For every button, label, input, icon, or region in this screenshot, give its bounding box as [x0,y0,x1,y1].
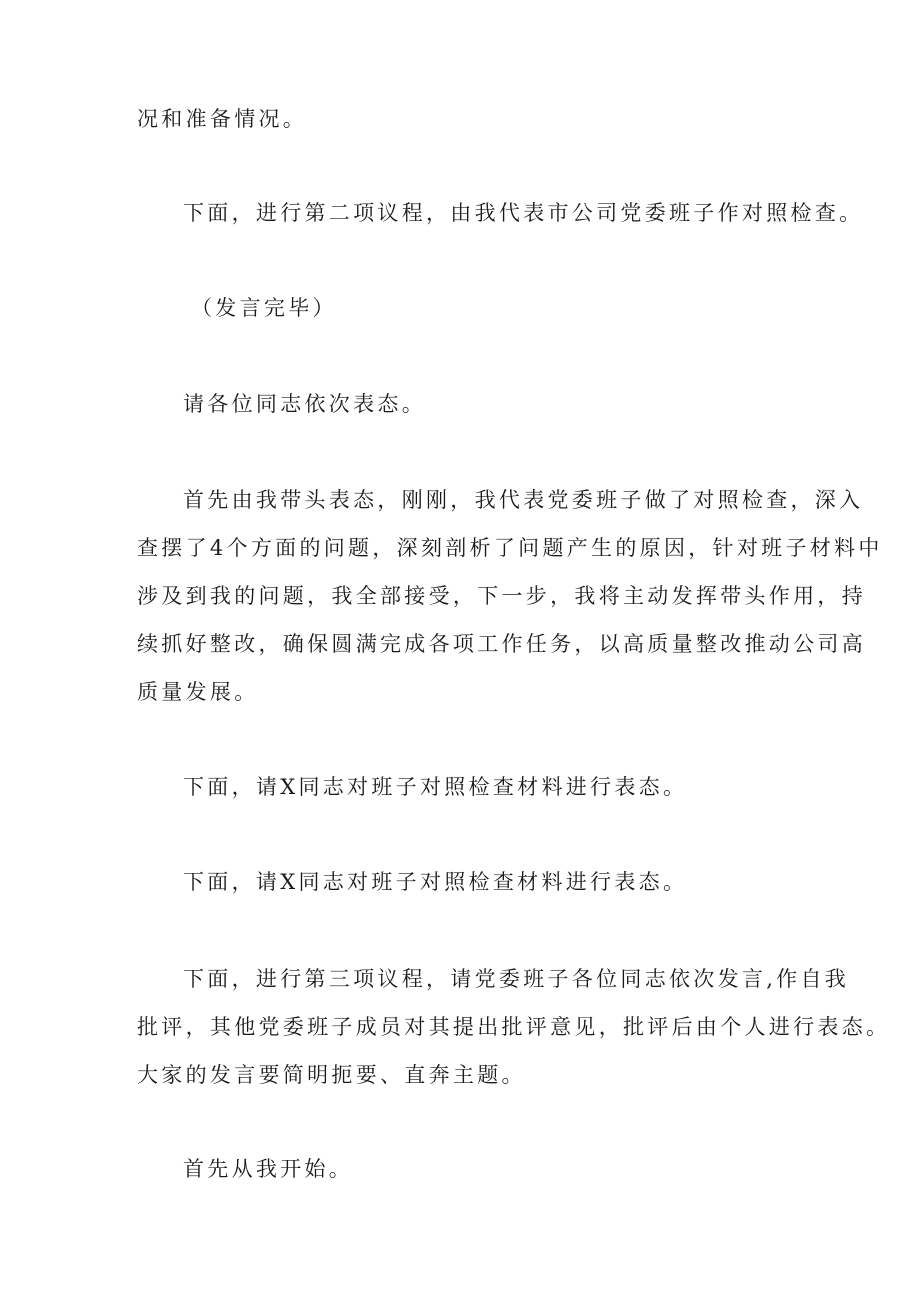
text-line: 况和准备情况。 [137,107,308,131]
paragraph-speech-finished [137,284,797,332]
paragraph-continuation [137,95,797,143]
text-line: 查摆了4个方面的问题，深刻剖析了问题产生的原因，针对班子材料中 [137,536,883,560]
text-line: 下面，进行第三项议程，请党委班子各位同志依次发言,作自我 [183,967,850,991]
text-line: 大家的发言要简明扼要、直奔主题。 [137,1063,526,1087]
text-line: 下面，请X同志对班子对照检查材料进行表态。 [183,870,688,894]
paragraph-third-agenda [137,955,891,1099]
text-line: 批评，其他党委班子成员对其提出批评意见，批评后由个人进行表态。 [137,1015,891,1039]
paragraph-second-agenda [137,189,864,237]
text-line: 质量发展。 [137,680,259,704]
text-line: 下面，进行第二项议程，由我代表市公司党委班子作对照检查。 [183,201,864,225]
text-line: 首先从我开始。 [183,1157,354,1181]
text-line: （发言完毕） [191,296,337,320]
paragraph-lead-statement [137,476,883,716]
paragraph-comrade-statement-1 [137,763,797,811]
text-line: 请各位同志依次表态。 [183,392,426,416]
paragraph-comrade-statement-2 [137,858,797,906]
text-line: 下面，请X同志对班子对照检查材料进行表态。 [183,775,688,799]
paragraph-request-statements [137,380,797,428]
text-line: 续抓好整改，确保圆满完成各项工作任务，以高质量整改推动公司高 [137,632,866,656]
paragraph-start-with-me [137,1145,797,1193]
text-line: 首先由我带头表态，刚刚，我代表党委班子做了对照检查，深入 [183,488,864,512]
text-line: 涉及到我的问题，我全部接受，下一步，我将主动发挥带头作用，持 [137,584,866,608]
